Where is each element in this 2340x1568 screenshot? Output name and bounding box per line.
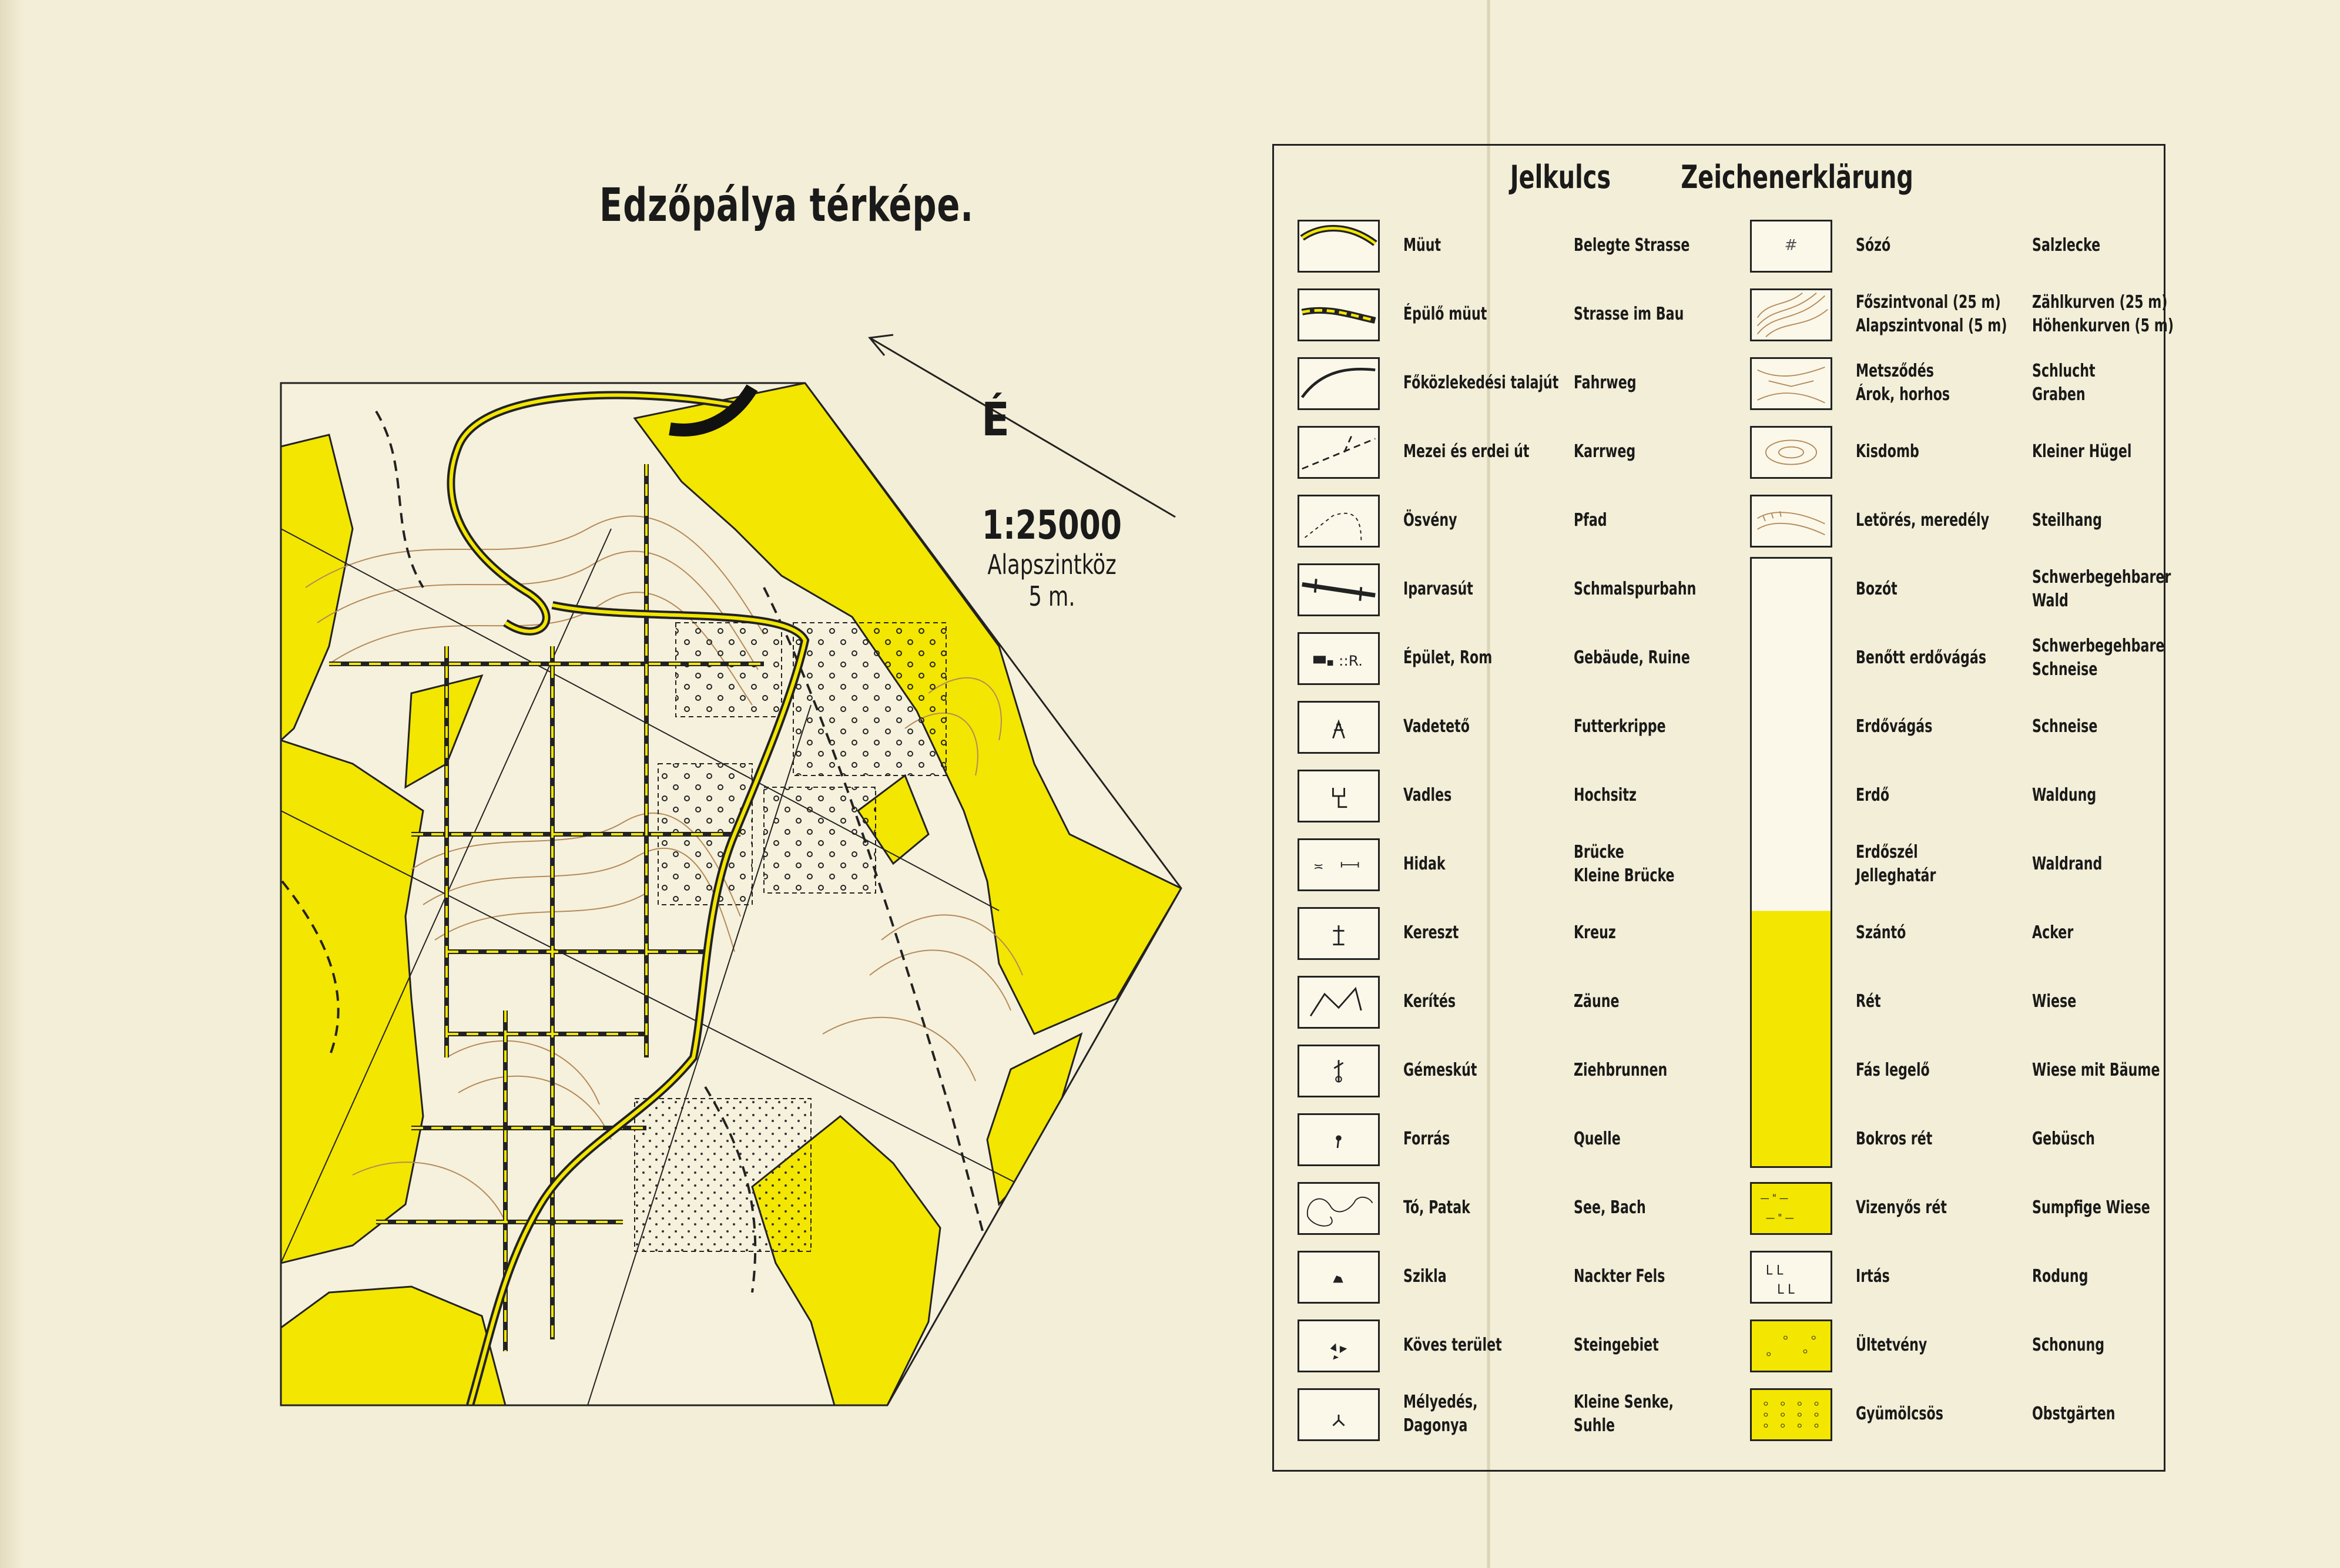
legend-label-hu: Erdő: [1856, 785, 1890, 805]
legend-item-strasse-im-bau: [1298, 285, 1709, 344]
legend-label-hu: Erdőszél Jelleghatár: [1856, 842, 1936, 886]
stony-area-icon: [1298, 1319, 1380, 1372]
legend-item-salzlecke: [1750, 216, 2161, 275]
north-label: É: [981, 394, 1010, 446]
legend-label-de: Schwerbegehbarer Wald: [2032, 567, 2171, 611]
steep-slope-icon: [1750, 495, 1832, 548]
rock-icon: [1298, 1251, 1380, 1304]
legend-label-de: Ziehbrunnen: [1574, 1060, 1668, 1080]
legend-label-hu: Irtás: [1856, 1266, 1890, 1287]
legend-label-de: Schwerbegehbare Schneise: [2032, 636, 2165, 680]
legend-item-sumpfige-wiese: [1750, 1178, 2161, 1237]
legend-label-de: Brücke Kleine Brücke: [1574, 842, 1675, 886]
legend-label-hu: Tó, Patak: [1403, 1197, 1470, 1218]
legend-label-de: Schonung: [2032, 1335, 2105, 1355]
legend-label-hu: Sózó: [1856, 235, 1891, 256]
legend-label-hu: Ültetvény: [1856, 1335, 1927, 1355]
legend-item-kleine-senke: [1298, 1385, 1709, 1443]
legend-label-de: Hochsitz: [1574, 785, 1637, 805]
legend-title-de: Zeichenerklärung: [1681, 159, 1913, 196]
legend-label-de: Gebüsch: [2032, 1129, 2095, 1149]
contour-icon: [1750, 288, 1832, 341]
legend-label-de: Steingebiet: [1574, 1335, 1659, 1355]
legend-item-steingebiet: [1298, 1316, 1709, 1375]
high-seat-icon: [1298, 770, 1380, 822]
legend-label-de: Waldrand: [2032, 854, 2103, 874]
legend: [1272, 144, 2174, 1472]
legend-item-kleiner-hugel: [1750, 422, 2161, 481]
legend-label-de: Wiese: [2032, 991, 2077, 1012]
legend-item-quelle: [1298, 1110, 1709, 1169]
legend-label-de: Kleine Senke, Suhle: [1574, 1392, 1674, 1436]
legend-label-hu: Vadles: [1403, 785, 1452, 805]
legend-label-de: Kreuz: [1574, 922, 1616, 943]
legend-label-hu: Szikla: [1403, 1266, 1447, 1287]
legend-label-de: Schneise: [2032, 716, 2098, 737]
legend-item-hochsitz: [1298, 766, 1709, 825]
legend-label-de: Schlucht Graben: [2032, 361, 2096, 405]
feeding-rack-icon: [1298, 701, 1380, 754]
legend-label-hu: Iparvasút: [1403, 579, 1473, 599]
legend-label-hu: Bozót: [1856, 579, 1898, 599]
legend-label-hu: Letörés, meredély: [1856, 510, 1989, 530]
svg-text:::R.: ::R.: [1339, 652, 1363, 670]
building-icon: [1298, 632, 1380, 685]
legend-title: [1274, 159, 2164, 196]
main-track-icon: [1298, 357, 1380, 410]
legend-label-hu: Mezei és erdei út: [1403, 441, 1530, 462]
map-title: Edzőpálya térképe.: [599, 179, 974, 232]
legend-label-hu: Fás legelő: [1856, 1060, 1930, 1080]
legend-title-hu: Jelkulcs: [1510, 159, 1611, 196]
fence-icon: [1298, 976, 1380, 1029]
legend-label-hu: Köves terület: [1403, 1335, 1502, 1355]
legend-label-de: Salzlecke: [2032, 235, 2101, 256]
legend-item-karrweg: [1298, 422, 1709, 481]
legend-label-de: Strasse im Bau: [1574, 304, 1684, 324]
cross-icon: [1298, 907, 1380, 960]
legend-item-ziehbrunnen: [1298, 1041, 1709, 1100]
legend-item-rodung: [1750, 1247, 2161, 1306]
legend-label-hu: Benőtt erdővágás: [1856, 647, 1987, 668]
clearing-cut-icon: [1750, 1251, 1832, 1304]
legend-item-schonung: [1750, 1316, 2161, 1375]
legend-label-hu: Szántó: [1856, 922, 1906, 943]
narrow-gauge-rail-icon: [1298, 563, 1380, 616]
legend-label-de: Zäune: [1574, 991, 1620, 1012]
legend-label-hu: Vizenyős rét: [1856, 1197, 1947, 1218]
pond-icon: [1298, 1182, 1380, 1235]
footpath-icon: [1298, 495, 1380, 548]
legend-item-fahrweg: [1298, 354, 1709, 412]
legend-item-nackter-fels: [1298, 1247, 1709, 1306]
legend-label-de: Kleiner Hügel: [2032, 441, 2132, 462]
map-scale: [964, 502, 1140, 612]
salt-lick-icon: [1750, 220, 1832, 273]
contour-interval-value: 5 m.: [1028, 580, 1075, 612]
legend-label-de: Gebäude, Ruine: [1574, 647, 1690, 668]
legend-label-hu: Erdővágás: [1856, 716, 1933, 737]
legend-label-hu: Metsződés Árok, horhos: [1856, 361, 1950, 405]
legend-label-de: Karrweg: [1574, 441, 1636, 462]
legend-label-hu: Épület, Rom: [1403, 647, 1493, 668]
legend-label-de: Schmalspurbahn: [1574, 579, 1697, 599]
legend-label-hu: Vadetető: [1403, 716, 1470, 737]
legend-item-see-bach: [1298, 1178, 1709, 1237]
spring-icon: [1298, 1113, 1380, 1166]
legend-label-hu: Gémeskút: [1403, 1060, 1477, 1080]
legend-label-hu: Kereszt: [1403, 922, 1459, 943]
legend-item-schmalspurbahn: [1298, 560, 1709, 619]
svg-text:≍: ≍: [1313, 859, 1324, 874]
legend-label-de: Sumpfige Wiese: [2032, 1197, 2150, 1218]
legend-label-hu: Hidak: [1403, 854, 1446, 874]
legend-label-hu: Főszintvonal (25 m) Alapszintvonal (5 m): [1856, 292, 2007, 336]
legend-label-de: Acker: [2032, 922, 2074, 943]
legend-item-futterkrippe: [1298, 697, 1709, 756]
legend-label-hu: Forrás: [1403, 1129, 1450, 1149]
legend-label-de: Pfad: [1574, 510, 1607, 530]
legend-label-de: Nackter Fels: [1574, 1266, 1665, 1287]
legend-item-gebaude-ruine: [1298, 629, 1709, 687]
legend-item-schlucht: [1750, 354, 2161, 412]
legend-label-de: Zählkurven (25 m) Höhenkurven (5 m): [2032, 292, 2174, 336]
paved-road-icon: [1298, 220, 1380, 273]
legend-item-brucke: [1298, 835, 1709, 894]
legend-label-de: Futterkrippe: [1574, 716, 1666, 737]
svg-text:— " —: — " —: [1760, 1193, 1789, 1204]
legend-item-zaune: [1298, 972, 1709, 1031]
legend-item-zahlkurven-25-m: [1750, 285, 2174, 344]
legend-item-pfad: [1298, 491, 1709, 550]
orchard-icon: [1750, 1388, 1832, 1441]
legend-label-hu: Gyümölcsös: [1856, 1404, 1943, 1424]
hollow-icon: [1298, 1388, 1380, 1441]
svg-text:— " —: — " —: [1765, 1212, 1794, 1224]
legend-label-de: Wiese mit Bäume: [2032, 1060, 2160, 1080]
svg-text:#: #: [1784, 236, 1798, 254]
legend-label-hu: Ösvény: [1403, 510, 1457, 530]
legend-item-kreuz: [1298, 904, 1709, 962]
legend-label-hu: Bokros rét: [1856, 1129, 1933, 1149]
legend-label-de: Fahrweg: [1574, 372, 1637, 393]
plantation-icon: [1750, 1319, 1832, 1372]
north-arrow-icon: [870, 335, 1175, 517]
svg-text:L L: L L: [1765, 1263, 1784, 1278]
legend-label-hu: Müut: [1403, 235, 1441, 256]
legend-label-de: Quelle: [1574, 1129, 1621, 1149]
bridge-icon: [1298, 838, 1380, 891]
legend-label-hu: Főközlekedési talajút: [1403, 372, 1559, 393]
legend-item-belegte-strasse: [1298, 216, 1709, 275]
legend-label-de: Rodung: [2032, 1266, 2088, 1287]
road-under-construction-icon: [1298, 288, 1380, 341]
legend-label-de: See, Bach: [1574, 1197, 1646, 1218]
contour-interval-label: Alapszintköz: [987, 549, 1117, 580]
legend-label-hu: Kisdomb: [1856, 441, 1919, 462]
svg-text:L L: L L: [1777, 1282, 1795, 1297]
legend-label-de: Steilhang: [2032, 510, 2102, 530]
legend-label-hu: Rét: [1856, 991, 1881, 1012]
forest-strip: [1750, 557, 1832, 1168]
marsh-meadow-icon: [1750, 1182, 1832, 1235]
legend-label-de: Waldung: [2032, 785, 2097, 805]
draw-well-icon: [1298, 1045, 1380, 1097]
legend-label-hu: Kerítés: [1403, 991, 1456, 1012]
legend-label-de: Obstgärten: [2032, 1404, 2116, 1424]
gully-icon: [1750, 357, 1832, 410]
legend-label-de: Belegte Strasse: [1574, 235, 1690, 256]
legend-item-steilhang: [1750, 491, 2161, 550]
hillock-icon: [1750, 426, 1832, 479]
legend-label-hu: Épülő müut: [1403, 304, 1487, 324]
legend-item-obstgarten: [1750, 1385, 2161, 1443]
scale-ratio: 1:25000: [982, 502, 1122, 549]
legend-label-hu: Mélyedés, Dagonya: [1403, 1392, 1478, 1436]
field-road-icon: [1298, 426, 1380, 479]
